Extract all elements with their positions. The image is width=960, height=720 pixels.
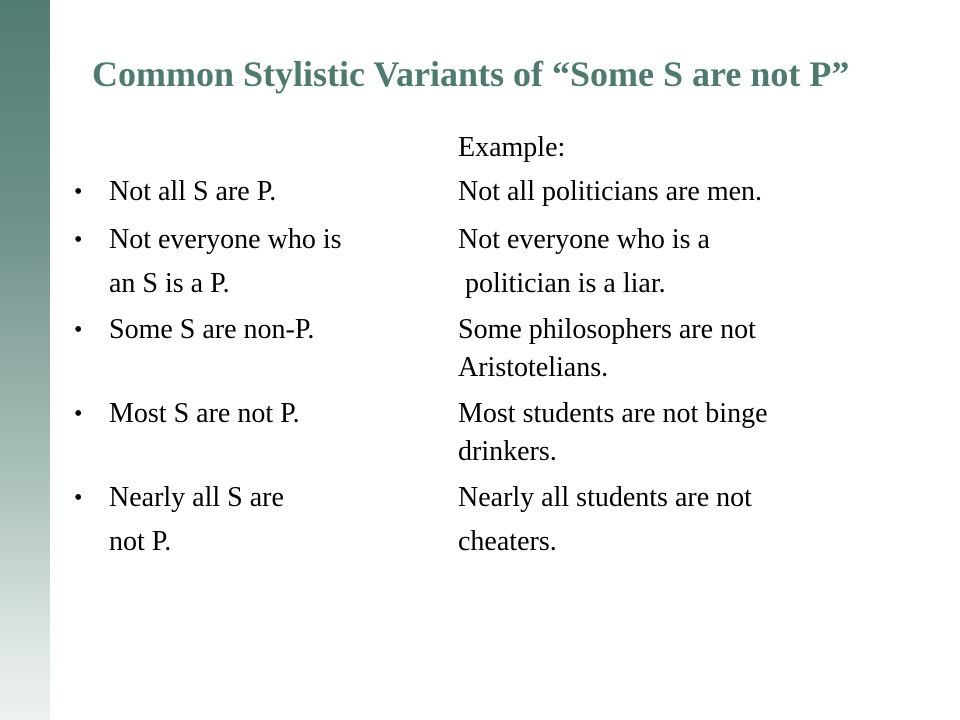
form-line: Some S are non-P. (109, 314, 315, 345)
example-line: Nearly all students are not (458, 482, 752, 513)
example-line: Some philosophers are not (458, 314, 756, 345)
example-line: Aristotelians. (458, 352, 609, 383)
form-line: Not everyone who is (109, 224, 342, 255)
bullet-icon: • (74, 401, 83, 427)
bullet-icon: • (74, 317, 83, 343)
bullet-icon: • (74, 179, 83, 205)
example-line: Not all politicians are men. (458, 176, 763, 207)
form-line: an S is a P. (109, 268, 230, 299)
side-decoration-bar (0, 0, 50, 720)
example-line: cheaters. (458, 526, 557, 557)
form-line: Nearly all S are (109, 482, 284, 513)
example-line: politician is a liar. (458, 268, 666, 299)
form-line: not P. (109, 526, 172, 557)
example-line: Not everyone who is a (458, 224, 710, 255)
form-line: Most S are not P. (109, 398, 300, 429)
form-line: Not all S are P. (109, 176, 277, 207)
bullet-icon: • (74, 485, 83, 511)
example-header: Example: (458, 132, 566, 163)
example-line: drinkers. (458, 436, 557, 467)
slide-title: Common Stylistic Variants of “Some S are not P” (92, 54, 850, 94)
bullet-icon: • (74, 227, 83, 253)
example-line: Most students are not binge (458, 398, 768, 429)
